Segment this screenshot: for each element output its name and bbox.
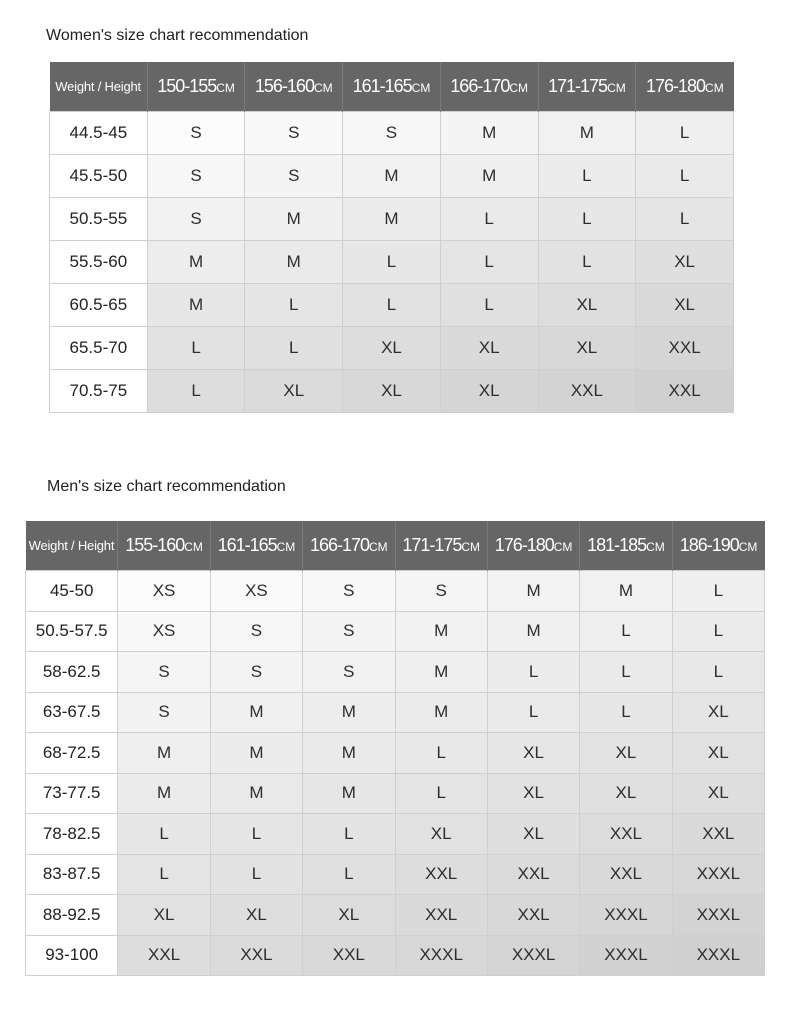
size-cell: S xyxy=(343,112,441,155)
height-column-header xyxy=(210,521,302,571)
size-cell: XL xyxy=(118,895,210,936)
size-cell: XXXL xyxy=(672,935,764,976)
header-row xyxy=(26,521,765,571)
size-cell: L xyxy=(343,241,441,284)
size-cell: L xyxy=(395,773,487,814)
weight-range-cell: 50.5-57.5 xyxy=(26,611,118,652)
size-cell: XXXL xyxy=(580,935,672,976)
height-range: 161-165 xyxy=(217,535,277,555)
size-cell: XXL xyxy=(636,327,734,370)
size-cell: XXL xyxy=(487,895,579,936)
table-row xyxy=(26,773,765,814)
size-cell: XXXL xyxy=(487,935,579,976)
table-row xyxy=(50,155,734,198)
table-row xyxy=(50,241,734,284)
height-range: 181-185 xyxy=(587,535,647,555)
height-column-header xyxy=(440,62,538,112)
weight-height-header: Weight / Height xyxy=(50,62,148,112)
size-cell: XL xyxy=(343,370,441,413)
table-row xyxy=(50,327,734,370)
height-column-header xyxy=(487,521,579,571)
height-unit: CM xyxy=(705,81,724,95)
size-cell: L xyxy=(210,814,302,855)
size-cell: L xyxy=(118,854,210,895)
size-cell: M xyxy=(147,284,245,327)
height-range: 155-160 xyxy=(125,535,185,555)
size-cell: M xyxy=(395,611,487,652)
size-cell: XXL xyxy=(118,935,210,976)
height-unit: CM xyxy=(369,540,388,554)
women-size-table xyxy=(49,62,734,413)
size-cell: XS xyxy=(118,571,210,612)
size-cell: L xyxy=(538,198,636,241)
size-cell: XXL xyxy=(210,935,302,976)
size-cell: XS xyxy=(210,571,302,612)
men-size-chart-title: Men's size chart recommendation xyxy=(47,478,286,495)
size-cell: S xyxy=(147,198,245,241)
size-cell: M xyxy=(440,112,538,155)
height-range: 156-160 xyxy=(254,76,314,96)
size-cell: S xyxy=(303,652,395,693)
height-unit: CM xyxy=(411,81,431,95)
height-column-header xyxy=(245,62,343,112)
size-cell: XL xyxy=(487,814,579,855)
weight-range-cell: 45.5-50 xyxy=(50,155,148,198)
size-cell: XL xyxy=(487,733,579,774)
size-cell: XL xyxy=(395,814,487,855)
size-cell: S xyxy=(210,652,302,693)
size-cell: M xyxy=(487,611,579,652)
size-cell: S xyxy=(118,652,210,693)
size-cell: M xyxy=(487,571,579,612)
table-row xyxy=(50,284,734,327)
weight-range-cell: 93-100 xyxy=(26,935,118,976)
height-unit: CM xyxy=(509,81,529,95)
height-range: 186-190 xyxy=(679,535,739,555)
height-unit: CM xyxy=(738,540,758,554)
size-cell: S xyxy=(245,155,343,198)
size-cell: L xyxy=(538,241,636,284)
size-cell: L xyxy=(303,854,395,895)
weight-range-cell: 88-92.5 xyxy=(26,895,118,936)
size-cell: XL xyxy=(672,773,764,814)
height-column-header xyxy=(580,521,672,571)
height-range: 166-170 xyxy=(450,76,510,96)
size-cell: M xyxy=(245,241,343,284)
height-column-header xyxy=(118,521,210,571)
size-cell: M xyxy=(395,652,487,693)
height-range: 176-180 xyxy=(494,535,554,555)
weight-range-cell: 65.5-70 xyxy=(50,327,148,370)
men-size-table xyxy=(25,521,765,976)
size-cell: XXL xyxy=(672,814,764,855)
size-cell: M xyxy=(118,773,210,814)
weight-range-cell: 50.5-55 xyxy=(50,198,148,241)
table-row xyxy=(50,198,734,241)
size-cell: XXL xyxy=(538,370,636,413)
size-cell: L xyxy=(636,198,734,241)
height-unit: CM xyxy=(646,540,665,554)
size-cell: S xyxy=(395,571,487,612)
size-cell: XL xyxy=(303,895,395,936)
table-row xyxy=(26,733,765,774)
size-cell: XXL xyxy=(303,935,395,976)
size-cell: L xyxy=(440,198,538,241)
size-cell: M xyxy=(343,155,441,198)
weight-range-cell: 68-72.5 xyxy=(26,733,118,774)
size-cell: XL xyxy=(636,284,734,327)
size-cell: M xyxy=(147,241,245,284)
size-cell: M xyxy=(440,155,538,198)
size-cell: L xyxy=(303,814,395,855)
size-cell: S xyxy=(147,112,245,155)
size-cell: XL xyxy=(210,895,302,936)
size-cell: L xyxy=(580,692,672,733)
size-cell: M xyxy=(303,692,395,733)
weight-range-cell: 44.5-45 xyxy=(50,112,148,155)
size-cell: L xyxy=(147,370,245,413)
height-unit: CM xyxy=(461,540,481,554)
size-cell: S xyxy=(147,155,245,198)
height-unit: CM xyxy=(184,540,203,554)
size-cell: XXL xyxy=(395,895,487,936)
table-row xyxy=(50,370,734,413)
size-cell: S xyxy=(210,611,302,652)
size-cell: L xyxy=(538,155,636,198)
size-cell: L xyxy=(580,611,672,652)
height-unit: CM xyxy=(553,540,573,554)
height-column-header xyxy=(343,62,441,112)
size-cell: XXXL xyxy=(672,895,764,936)
size-cell: L xyxy=(487,652,579,693)
size-cell: XL xyxy=(343,327,441,370)
weight-range-cell: 55.5-60 xyxy=(50,241,148,284)
size-cell: L xyxy=(672,571,764,612)
table-row xyxy=(26,611,765,652)
height-range: 176-180 xyxy=(645,76,706,96)
size-cell: L xyxy=(636,155,734,198)
weight-range-cell: 73-77.5 xyxy=(26,773,118,814)
weight-range-cell: 60.5-65 xyxy=(50,284,148,327)
size-cell: L xyxy=(636,112,734,155)
weight-range-cell: 45-50 xyxy=(26,571,118,612)
header-row xyxy=(50,62,734,112)
height-range: 150-155 xyxy=(157,76,217,96)
size-cell: XL xyxy=(440,370,538,413)
size-cell: S xyxy=(303,611,395,652)
size-cell: XL xyxy=(636,241,734,284)
height-range: 171-175 xyxy=(548,76,608,96)
size-cell: XL xyxy=(538,327,636,370)
height-unit: CM xyxy=(313,81,333,95)
size-cell: L xyxy=(118,814,210,855)
size-cell: XXXL xyxy=(580,895,672,936)
size-cell: M xyxy=(303,733,395,774)
size-cell: M xyxy=(343,198,441,241)
size-cell: L xyxy=(672,611,764,652)
size-cell: M xyxy=(303,773,395,814)
height-column-header xyxy=(395,521,487,571)
weight-range-cell: 70.5-75 xyxy=(50,370,148,413)
weight-range-cell: 58-62.5 xyxy=(26,652,118,693)
height-column-header xyxy=(672,521,764,571)
size-cell: XXL xyxy=(636,370,734,413)
height-unit: CM xyxy=(216,81,235,95)
height-column-header xyxy=(303,521,395,571)
table-row xyxy=(26,814,765,855)
size-cell: L xyxy=(440,284,538,327)
weight-height-header: Weight / Height xyxy=(26,521,118,571)
size-cell: M xyxy=(210,733,302,774)
table-row xyxy=(26,854,765,895)
table-row xyxy=(26,652,765,693)
table-row xyxy=(26,692,765,733)
table-row xyxy=(26,895,765,936)
size-cell: M xyxy=(210,692,302,733)
size-cell: S xyxy=(303,571,395,612)
size-cell: XL xyxy=(538,284,636,327)
size-cell: L xyxy=(245,284,343,327)
weight-range-cell: 83-87.5 xyxy=(26,854,118,895)
size-cell: XXXL xyxy=(395,935,487,976)
size-cell: XXXL xyxy=(672,854,764,895)
size-cell: XL xyxy=(580,773,672,814)
size-cell: M xyxy=(118,733,210,774)
size-cell: XL xyxy=(580,733,672,774)
size-cell: S xyxy=(245,112,343,155)
size-cell: XL xyxy=(245,370,343,413)
size-cell: L xyxy=(395,733,487,774)
height-range: 166-170 xyxy=(309,535,369,555)
size-cell: M xyxy=(538,112,636,155)
size-cell: L xyxy=(210,854,302,895)
size-cell: M xyxy=(245,198,343,241)
size-cell: XL xyxy=(487,773,579,814)
table-row xyxy=(26,571,765,612)
size-cell: XXL xyxy=(487,854,579,895)
size-cell: L xyxy=(672,652,764,693)
height-column-header xyxy=(147,62,245,112)
size-cell: XXL xyxy=(395,854,487,895)
size-cell: L xyxy=(147,327,245,370)
size-cell: XXL xyxy=(580,814,672,855)
size-cell: L xyxy=(245,327,343,370)
size-cell: XL xyxy=(672,733,764,774)
size-cell: XL xyxy=(672,692,764,733)
height-column-header xyxy=(636,62,734,112)
size-cell: M xyxy=(395,692,487,733)
size-cell: M xyxy=(210,773,302,814)
weight-range-cell: 63-67.5 xyxy=(26,692,118,733)
size-cell: S xyxy=(118,692,210,733)
size-cell: L xyxy=(487,692,579,733)
size-cell: L xyxy=(580,652,672,693)
height-range: 171-175 xyxy=(402,535,462,555)
size-cell: M xyxy=(580,571,672,612)
table-row xyxy=(50,112,734,155)
size-cell: XL xyxy=(440,327,538,370)
weight-range-cell: 78-82.5 xyxy=(26,814,118,855)
height-column-header xyxy=(538,62,636,112)
size-cell: L xyxy=(440,241,538,284)
height-range: 161-165 xyxy=(352,76,412,96)
size-cell: XS xyxy=(118,611,210,652)
height-unit: CM xyxy=(607,81,626,95)
height-unit: CM xyxy=(276,540,296,554)
size-cell: L xyxy=(343,284,441,327)
size-cell: XXL xyxy=(580,854,672,895)
table-row xyxy=(26,935,765,976)
women-size-chart-title: Women's size chart recommendation xyxy=(46,27,309,44)
